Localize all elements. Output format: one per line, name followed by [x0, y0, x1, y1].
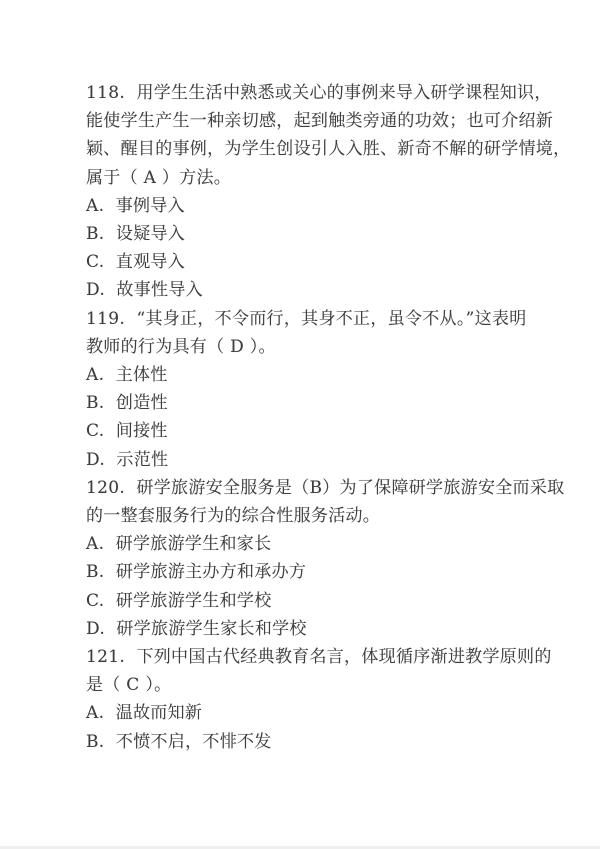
- question-118-option-d: D. 故事性导入: [86, 280, 203, 301]
- question-119-option-c: C. 间接性: [86, 421, 168, 442]
- question-120-option-a: A. 研学旅游学生和家长: [86, 534, 272, 555]
- question-119-option-a: A. 主体性: [86, 365, 168, 386]
- question-119-stem-line-2: 教师的行为具有（ D ）。: [86, 336, 276, 357]
- question-121: [86, 643, 552, 756]
- question-118-stem-line-4: 属于（ A ）方法。: [86, 167, 232, 188]
- question-119-option-b: B. 创造性: [86, 393, 168, 414]
- question-121-stem-line-2: 是（ C ）。: [86, 675, 172, 696]
- question-119-stem-line-1: 119. “其身正，不令而行，其身不正，虽令不从。”这表明: [86, 308, 527, 329]
- question-120-stem-line-1: 120. 研学旅游安全服务是（B）为了保障研学旅游安全而采取: [86, 477, 565, 498]
- question-120-option-d: D. 研学旅游学生家长和学校: [86, 618, 307, 639]
- question-120-stem-line-2: 的一整套服务行为的综合性服务活动。: [86, 506, 381, 527]
- question-118-stem-line-3: 颖、醒目的事例，为学生创设引人入胜、新奇不解的研学情境，: [86, 139, 571, 160]
- question-118-stem-line-2: 能使学生产生一种亲切感，起到触类旁通的功效；也可介绍新: [86, 111, 554, 132]
- question-118-option-c: C. 直观导入: [86, 252, 186, 273]
- question-119-option-d: D. 示范性: [86, 449, 169, 470]
- question-118-stem-line-1: 118. 用学生生活中熟悉或关心的事例来导入研学课程知识，: [86, 83, 552, 103]
- question-121-option-b: B. 不愤不启，不悱不发: [86, 731, 272, 752]
- question-118-option-b: B. 设疑导入: [86, 224, 186, 245]
- question-121-option-a: A. 温故而知新: [86, 703, 203, 724]
- question-120-option-b: B. 研学旅游主办方和承办方: [86, 562, 307, 583]
- question-119: [86, 305, 526, 474]
- question-118: [86, 79, 571, 305]
- question-121-stem-line-1: 121. 下列中国古代经典教育名言，体现循序渐进教学原则的: [86, 647, 552, 668]
- question-120: [86, 474, 565, 643]
- question-list: [86, 79, 571, 756]
- question-120-option-c: C. 研学旅游学生和学校: [86, 590, 272, 611]
- question-118-option-a: A. 事例导入: [86, 195, 185, 216]
